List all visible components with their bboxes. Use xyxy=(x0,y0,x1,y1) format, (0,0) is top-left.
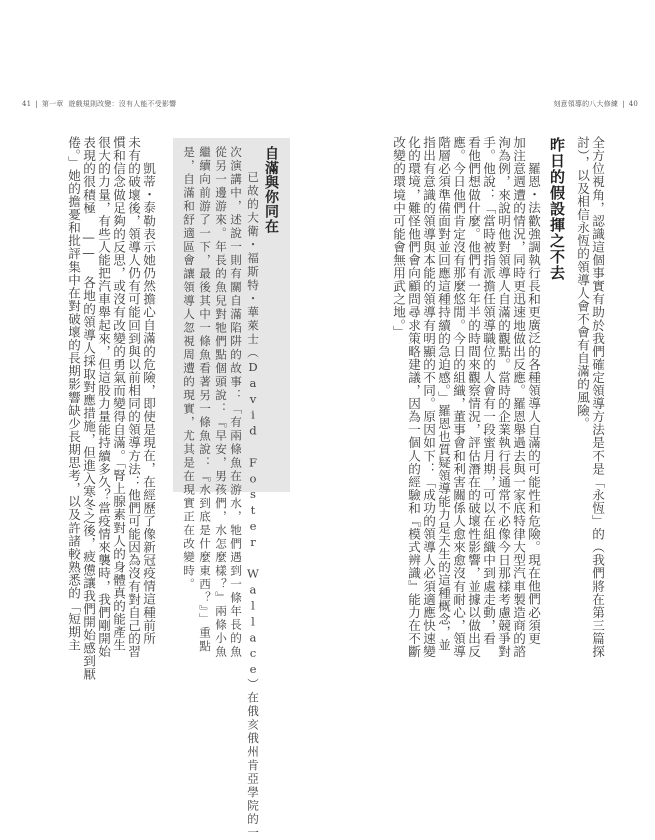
chapter-title: 遊戲規則改變：沒有人能不受影響 xyxy=(68,100,177,108)
body-column: 很大的力量，有些人能把汽車舉起來，但這股力量能持續多久？當疫情來襲時，我們剛開始 xyxy=(96,136,111,658)
body-column: 階層必須準備面對並回應這種持續的急迫感。」羅恩也質疑領導能力是天生的這種概念，並 xyxy=(436,136,451,652)
sidebar-box xyxy=(173,138,290,840)
left-page-number: 41 xyxy=(22,100,32,108)
sidebar-column: 次演講中，述說一則有關自滿陷阱的故事：「有兩條魚在游水，牠們遇到一條年長的魚 xyxy=(229,146,243,659)
body-column: 改變的環境中可能會無用武之地。」 xyxy=(391,136,406,339)
sidebar-heading: 自滿與你同在 xyxy=(263,146,279,234)
body-column: 指出有意識的領導與本能的領導有明顯的不同。原因如下：「成功的領導人必須適應快速變 xyxy=(421,136,436,658)
sidebar-column: 是，自滿和舒適區會讓領導人忽視周遭的現實，尤其是在現實正在改變時。 xyxy=(182,146,196,592)
body-column: 凱蒂・泰勒表示她仍然擔心自滿的危險，即使是現在，在經歷了像新冠疫情這種前所 xyxy=(141,162,156,645)
body-column: 慣和信念做足夠的反思，或沒有改變的勇氣而變得自滿。「腎上腺素對人的身體真的能產生 xyxy=(111,136,126,652)
intro-column: 討），以及相信永恆的領導人會不會有自滿的風險。 xyxy=(575,136,590,430)
separator: | xyxy=(35,100,38,108)
body-column: 羅恩・法歡強調執行長和更廣泛的各種領導人自滿的可能性和危險。現在他們必須更 xyxy=(526,162,541,645)
body-column: 倦。」她的擔憂和批評集中在對破壞的長期影響缺少長期思考，以及許諸較熟悉的「短期主 xyxy=(66,136,81,652)
body-column: 看他們想做什麼。他們有一年半的時間來觀察情況，評估潛在的破壞性影響，並據以做出反 xyxy=(466,136,481,658)
intro-column: 全方位視角，認識這個事實有助於我們確定領導方法是不是「永恆」的（我們將在第三篇探 xyxy=(590,136,605,658)
body-column: 表現的很積極 —— 各地的領導人採取對應措施，但進入寒冬之後，疲憊讓我們開始感到厭 xyxy=(81,136,96,681)
sidebar-column: 從另一邊游來。年長的魚兒對牠們點個頭說：『早安，男孩們，水怎麼樣？』兩條小魚 xyxy=(214,146,228,659)
separator: | xyxy=(622,100,625,108)
chapter-label: 第一章 xyxy=(41,100,64,108)
sidebar-column: 繼續向前游了一下，最後其中一條魚看著另一條魚說：『水到底是什麼東西？』」重點 xyxy=(198,146,212,654)
body-column: 應。今日他們肯定沒有那麼悠閒。今日的組織，董事會和利害關係人愈來愈沒有耐心，領導 xyxy=(451,136,466,658)
body-column: 未有的破壞後，領導人仍有可能回到與以前相同的領導方法：他們可能因為沒有對自己的習 xyxy=(126,136,141,658)
right-running-head xyxy=(553,99,638,109)
body-column: 洵為例，來說明他對領導人自滿的觀點。當時的企業執行長通常不必像今日那樣考慮競爭對 xyxy=(496,136,511,658)
body-column: 加注意週遭的情況，同時更迅速地做出反應。羅恩舉過去與一家底特律大型汽車製造商的諮 xyxy=(511,136,526,658)
left-running-head xyxy=(22,99,176,109)
book-title: 刻意領導的八大修練 xyxy=(553,100,619,108)
section-heading: 昨日的假設揮之不去 xyxy=(548,137,566,281)
body-column: 手。他說：「當時被指派擔任領導職位的人會有一段蜜月期，可以在組織中到處走動，看 xyxy=(481,136,496,645)
right-page-number: 40 xyxy=(628,100,638,108)
sidebar-column: 已故的大衛・福斯特・華萊士（David Foster Wallace）在俄亥俄州肯亞學院的一 xyxy=(246,171,260,840)
body-column: 化的環境，難怪他們會向顧問尋求策略建議，因為一個人的經驗和『模式辨識』能力在不斷 xyxy=(406,136,421,658)
